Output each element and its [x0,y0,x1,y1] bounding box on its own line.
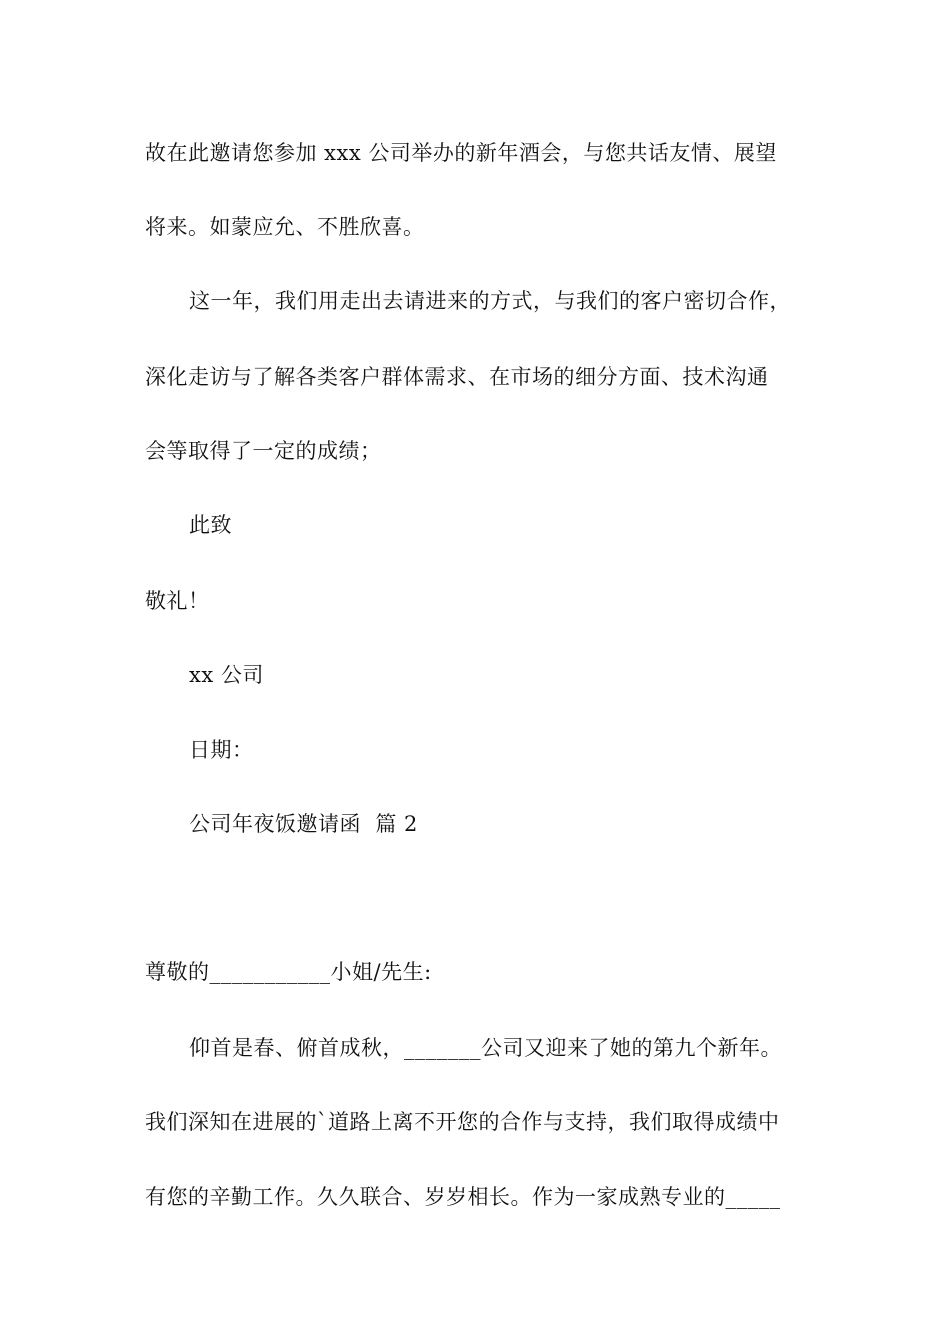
closing-regards: 敬礼！ [145,589,210,613]
section-heading: 公司年夜饭邀请函 篇 2 [189,812,418,836]
paragraph-line: 深化走访与了解各类客户群体需求、在市场的细分方面、技术沟通 [145,365,769,389]
closing-salutation: 此致 [189,513,232,537]
paragraph-line: 我们深知在进展的`道路上离不开您的合作与支持，我们取得成绩中 [145,1110,780,1134]
paragraph-line: 有您的辛勤工作。久久联合、岁岁相长。作为一家成熟专业的_____ [145,1185,781,1209]
paragraph-line: 这一年，我们用走出去请进来的方式，与我们的客户密切合作， [189,289,791,313]
signature-date: 日期： [189,738,254,762]
paragraph-line: 将来。如蒙应允、不胜欣喜。 [145,215,425,239]
paragraph-line: 会等取得了一定的成绩； [145,439,382,463]
signature-company: xx 公司 [189,663,264,687]
paragraph-line: 仰首是春、俯首成秋，_______公司又迎来了她的第九个新年。 [189,1036,782,1060]
paragraph-line: 故在此邀请您参加 xxx 公司举办的新年酒会，与您共话友情、展望 [145,141,777,165]
greeting-line: 尊敬的___________小姐/先生: [145,960,432,984]
